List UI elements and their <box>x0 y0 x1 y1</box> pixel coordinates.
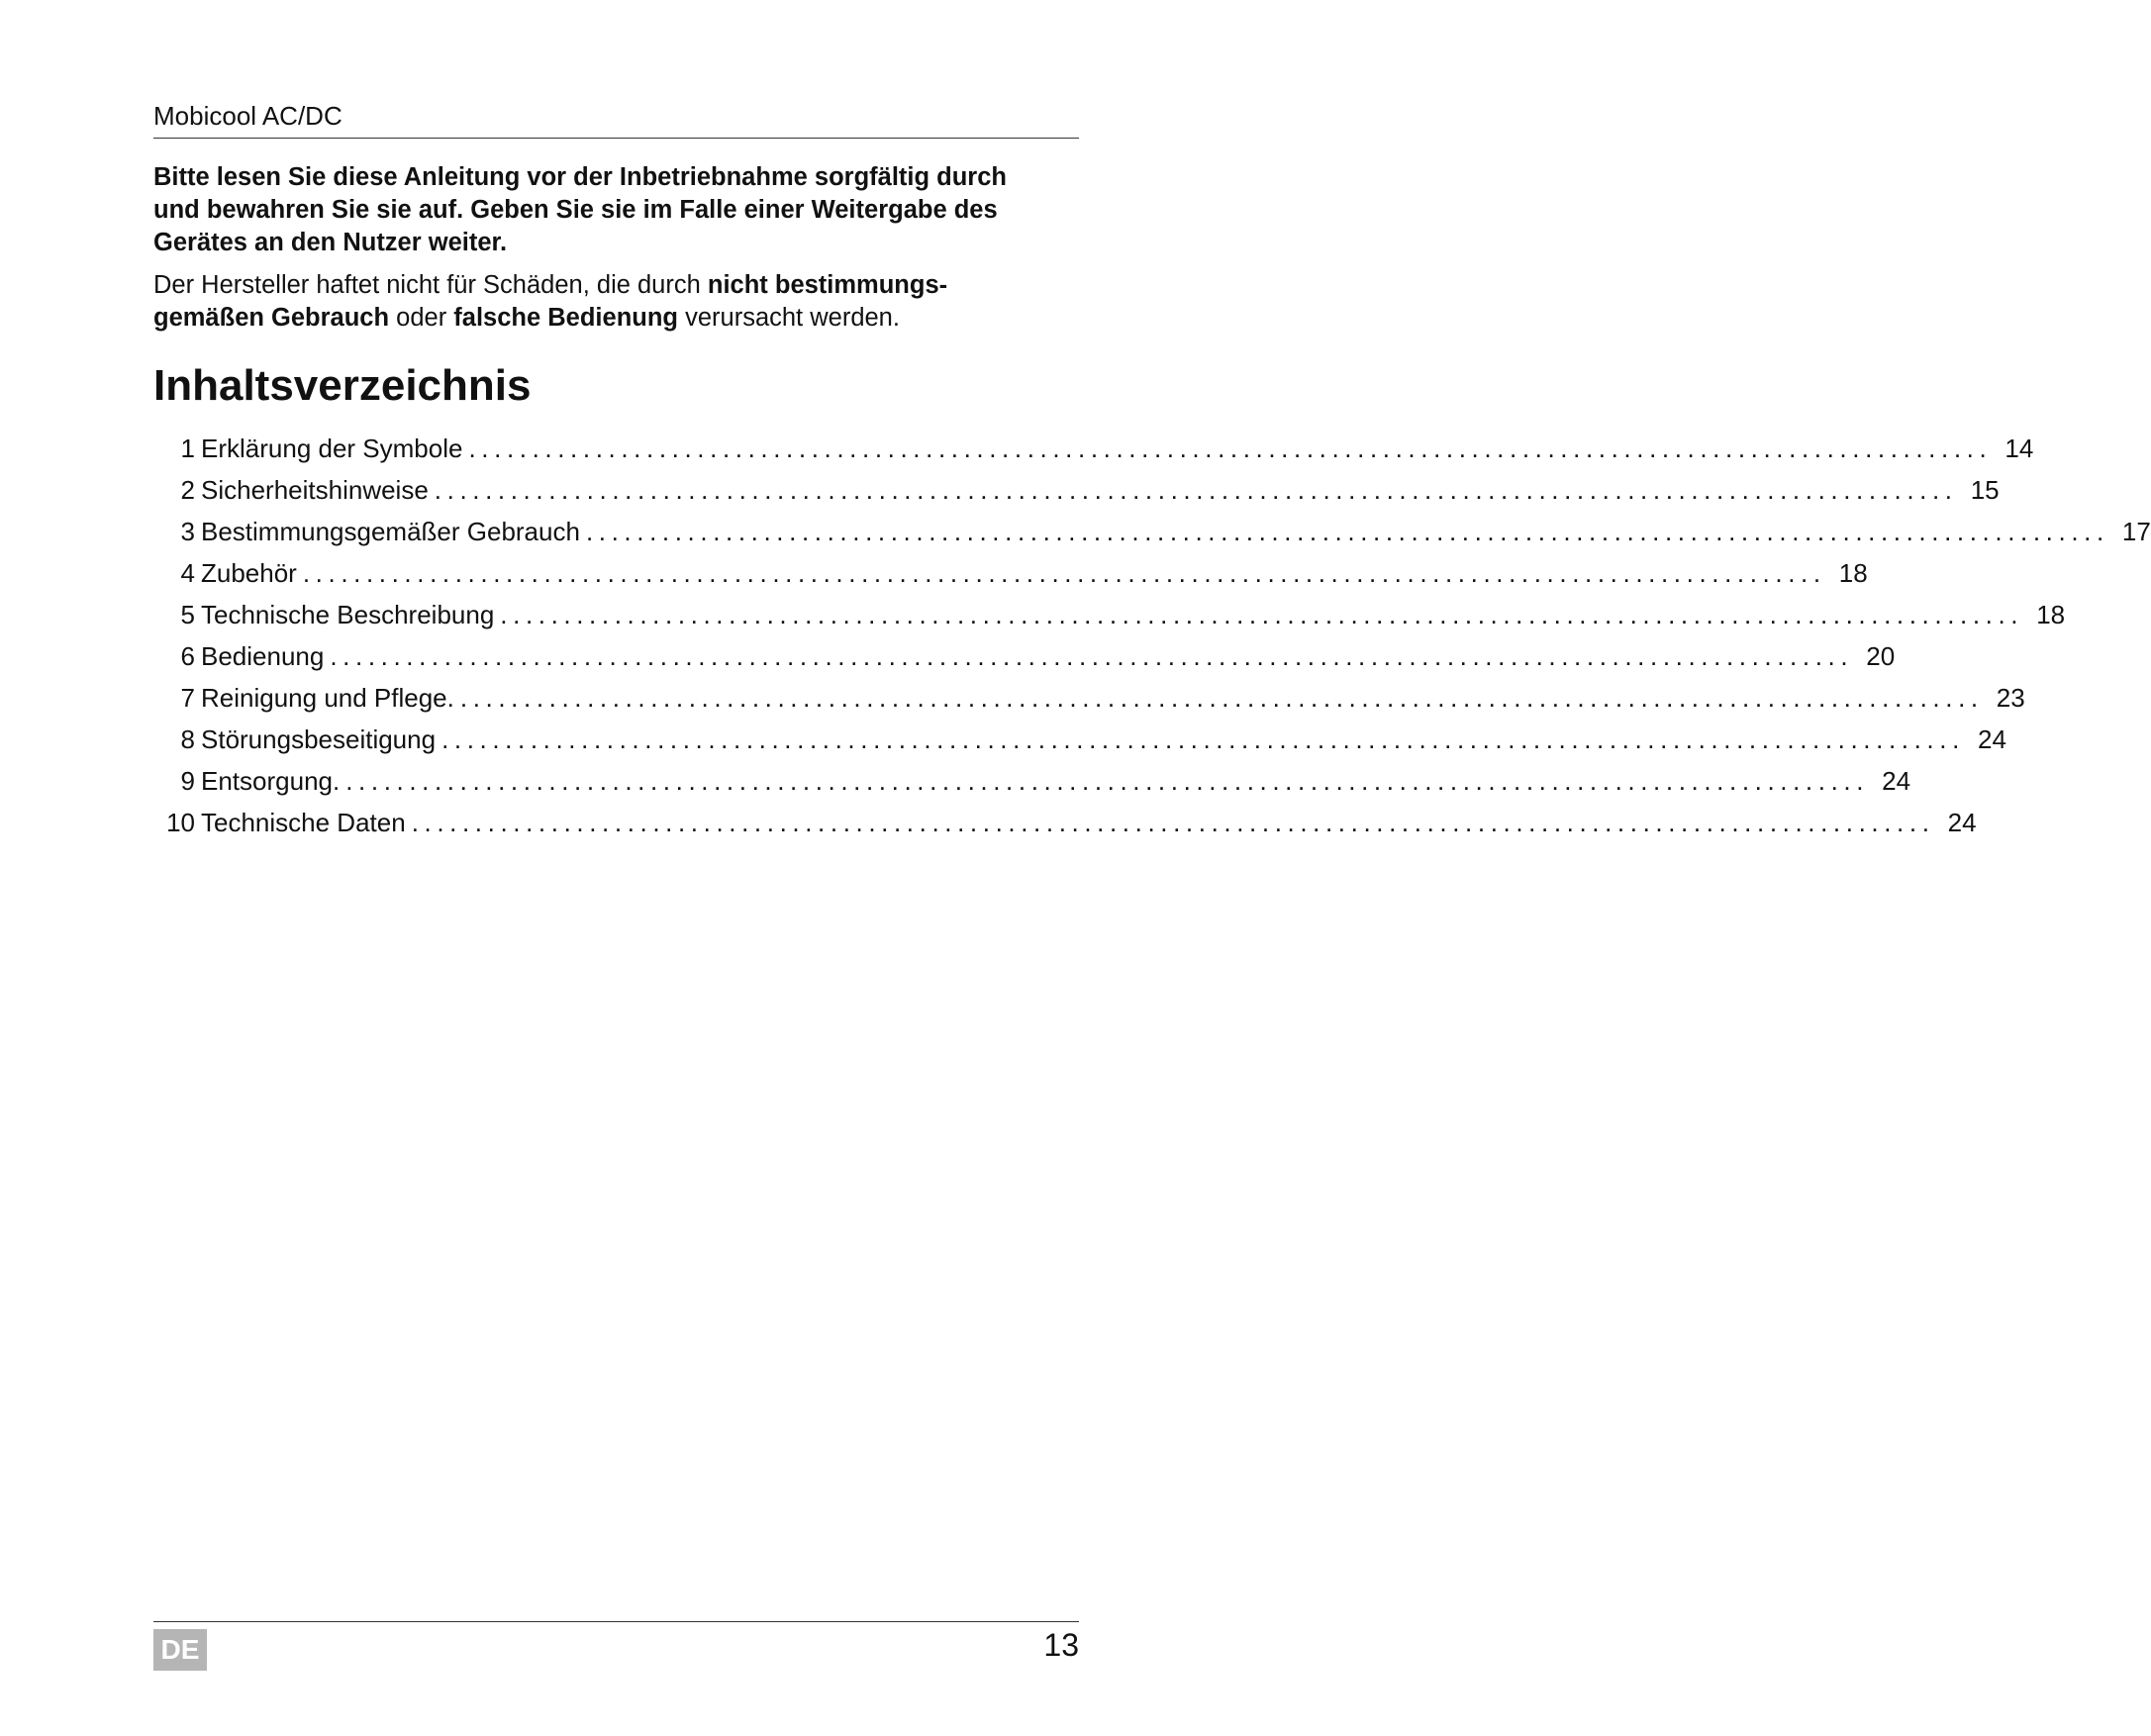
intro-line: Bitte lesen Sie diese Anleitung vor der Inbetriebnahme sorgfältig durch <box>153 163 1007 191</box>
toc-entry-label: Bedienung <box>201 641 325 671</box>
toc-entry-page: 18 <box>1838 558 1868 588</box>
toc-entry-number: 1 <box>180 434 195 463</box>
liability-text: oder <box>389 304 454 332</box>
toc-entry-number: 8 <box>180 724 195 754</box>
toc-entry-number: 2 <box>180 475 195 505</box>
page-header-title: Mobicool AC/DC <box>153 101 342 131</box>
liability-text: Der Hersteller haftet nicht für Schäden, die durch <box>153 271 708 299</box>
intro-line: Gerätes an den Nutzer weiter. <box>153 229 508 256</box>
toc-entry-number: 7 <box>180 683 195 713</box>
toc-entry-page: 15 <box>1970 475 2000 505</box>
toc-dot-leader: ........................................................................................................................ <box>330 641 1854 671</box>
toc-entry-label: Technische Beschreibung <box>201 600 495 629</box>
language-badge: DE <box>153 1629 207 1671</box>
toc-dot-leader: ........................................................................................................................ <box>500 600 2024 629</box>
toc-dot-leader: ........................................................................................................................ <box>459 683 1984 713</box>
toc-entry[interactable] <box>153 434 2034 475</box>
page-number: 13 <box>1043 1627 1079 1663</box>
toc-entry-number: 10 <box>166 808 195 837</box>
toc-entry-page: 23 <box>1996 683 2025 713</box>
liability-text: verursacht werden. <box>678 304 900 332</box>
table-of-contents <box>153 434 2151 849</box>
intro-line: und bewahren Sie sie auf. Geben Sie sie im Falle einer Weitergabe des <box>153 196 998 224</box>
toc-entry[interactable] <box>153 766 1911 808</box>
toc-entry-number: 3 <box>180 517 195 546</box>
liability-emphasis: nicht bestimmungs- <box>707 271 948 299</box>
toc-entry-label: Technische Daten <box>201 808 406 837</box>
toc-entry-number: 5 <box>180 600 195 629</box>
toc-dot-leader: ........................................................................................................................ <box>302 558 1826 588</box>
toc-dot-leader: ........................................................................................................................ <box>434 475 1958 505</box>
toc-entry-number: 6 <box>180 641 195 671</box>
toc-entry-label: Sicherheitshinweise <box>201 475 429 505</box>
toc-entry[interactable] <box>153 517 2151 558</box>
liability-emphasis: falsche Bedienung <box>453 304 679 332</box>
toc-dot-leader: ........................................................................................................................ <box>411 808 1935 837</box>
toc-entry[interactable] <box>153 558 1868 600</box>
liability-line <box>153 269 1084 302</box>
toc-dot-leader: ........................................................................................................................ <box>585 517 2109 546</box>
liability-line <box>153 302 1084 335</box>
toc-heading: Inhaltsverzeichnis <box>153 361 532 410</box>
toc-entry-page: 18 <box>2036 600 2066 629</box>
toc-dot-leader: ........................................................................................................................ <box>345 766 1870 796</box>
intro-notice <box>153 161 1084 259</box>
footer-divider <box>153 1621 1079 1622</box>
toc-entry[interactable] <box>153 683 2025 724</box>
toc-dot-leader: ........................................................................................................................ <box>441 724 1965 754</box>
toc-entry-label: Zubehör <box>201 558 297 588</box>
toc-entry-label: Reinigung und Pflege. <box>201 683 454 713</box>
toc-entry-label: Entsorgung. <box>201 766 341 796</box>
toc-entry-page: 24 <box>1947 808 1977 837</box>
liability-emphasis: gemäßen Gebrauch <box>153 304 390 332</box>
liability-notice <box>153 269 1084 335</box>
toc-entry-page: 17 <box>2121 517 2151 546</box>
toc-entry[interactable] <box>153 808 1977 849</box>
toc-entry-number: 9 <box>180 766 195 796</box>
header-divider <box>153 138 1079 139</box>
toc-entry-page: 24 <box>1882 766 1911 796</box>
toc-entry-label: Störungsbeseitigung <box>201 724 437 754</box>
toc-dot-leader: ........................................................................................................................ <box>468 434 1993 463</box>
toc-entry[interactable] <box>153 600 2066 641</box>
toc-entry-page: 20 <box>1866 641 1896 671</box>
toc-entry-number: 4 <box>180 558 195 588</box>
toc-entry[interactable] <box>153 641 1896 683</box>
toc-entry[interactable] <box>153 475 2000 517</box>
toc-entry-label: Erklärung der Symbole <box>201 434 463 463</box>
toc-entry-label: Bestimmungsgemäßer Gebrauch <box>201 517 580 546</box>
toc-entry-page: 14 <box>2004 434 2034 463</box>
toc-entry-page: 24 <box>1977 724 2006 754</box>
toc-entry[interactable] <box>153 724 2006 766</box>
